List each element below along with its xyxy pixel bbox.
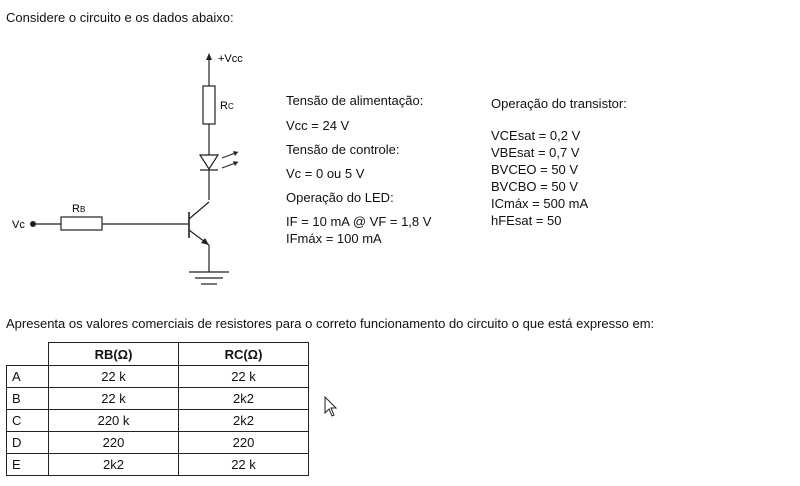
vc-terminal bbox=[30, 221, 36, 227]
table-row[interactable] bbox=[7, 454, 309, 476]
transistor-spec: ICmáx = 500 mA bbox=[491, 196, 589, 211]
vcc-label: +Vcc bbox=[218, 53, 243, 65]
vc-value: Vc = 0 ou 5 V bbox=[286, 166, 365, 181]
transistor-spec: hFEsat = 50 bbox=[491, 213, 562, 228]
led-heading: Operação do LED: bbox=[286, 190, 394, 205]
option-letter: B bbox=[7, 388, 49, 410]
if-value: IF = 10 mA @ VF = 1,8 V bbox=[286, 214, 432, 229]
transistor-spec: BVCBO = 50 V bbox=[491, 179, 579, 194]
rc-value: 22 k bbox=[179, 366, 309, 388]
rc-value: 2k2 bbox=[179, 410, 309, 432]
rc-value: 220 bbox=[179, 432, 309, 454]
rc-value: 2k2 bbox=[179, 388, 309, 410]
question-text: Apresenta os valores comerciais de resistores para o correto funcionamento do circuito o que está expresso em: bbox=[6, 316, 655, 331]
answer-table bbox=[6, 342, 309, 476]
transistor-heading: Operação do transistor: bbox=[491, 96, 627, 111]
rb-value: 220 k bbox=[49, 410, 179, 432]
table-header-row bbox=[7, 343, 309, 366]
emitter-arrow bbox=[201, 238, 209, 245]
option-letter: C bbox=[7, 410, 49, 432]
option-letter: A bbox=[7, 366, 49, 388]
transistor-spec: VBEsat = 0,7 V bbox=[491, 145, 580, 160]
vc-label: Vc bbox=[12, 219, 25, 231]
rb-value: 220 bbox=[49, 432, 179, 454]
rb-value: 2k2 bbox=[49, 454, 179, 476]
led-symbol bbox=[200, 155, 218, 169]
table-row[interactable] bbox=[7, 432, 309, 454]
header-rb: RB(Ω) bbox=[49, 343, 179, 366]
rc-resistor bbox=[203, 86, 215, 124]
ifmax-value: IFmáx = 100 mA bbox=[286, 231, 382, 246]
transistor-spec: BVCEO = 50 V bbox=[491, 162, 579, 177]
rc-label: RC bbox=[220, 100, 234, 112]
transistor-spec: VCEsat = 0,2 V bbox=[491, 128, 581, 143]
supply-heading: Tensão de alimentação: bbox=[286, 93, 424, 108]
table-row[interactable] bbox=[7, 410, 309, 432]
control-heading: Tensão de controle: bbox=[286, 142, 400, 157]
option-letter: E bbox=[7, 454, 49, 476]
mouse-cursor-icon bbox=[324, 396, 338, 418]
rb-resistor bbox=[61, 217, 102, 230]
intro-text: Considere o circuito e os dados abaixo: bbox=[6, 10, 234, 25]
rb-label: RB bbox=[72, 203, 86, 215]
table-row[interactable] bbox=[7, 366, 309, 388]
vcc-value: Vcc = 24 V bbox=[286, 118, 350, 133]
table-row[interactable] bbox=[7, 388, 309, 410]
rb-value: 22 k bbox=[49, 388, 179, 410]
rb-value: 22 k bbox=[49, 366, 179, 388]
rc-value: 22 k bbox=[179, 454, 309, 476]
vcc-arrow bbox=[206, 53, 212, 60]
header-rc: RC(Ω) bbox=[179, 343, 309, 366]
option-letter: D bbox=[7, 432, 49, 454]
